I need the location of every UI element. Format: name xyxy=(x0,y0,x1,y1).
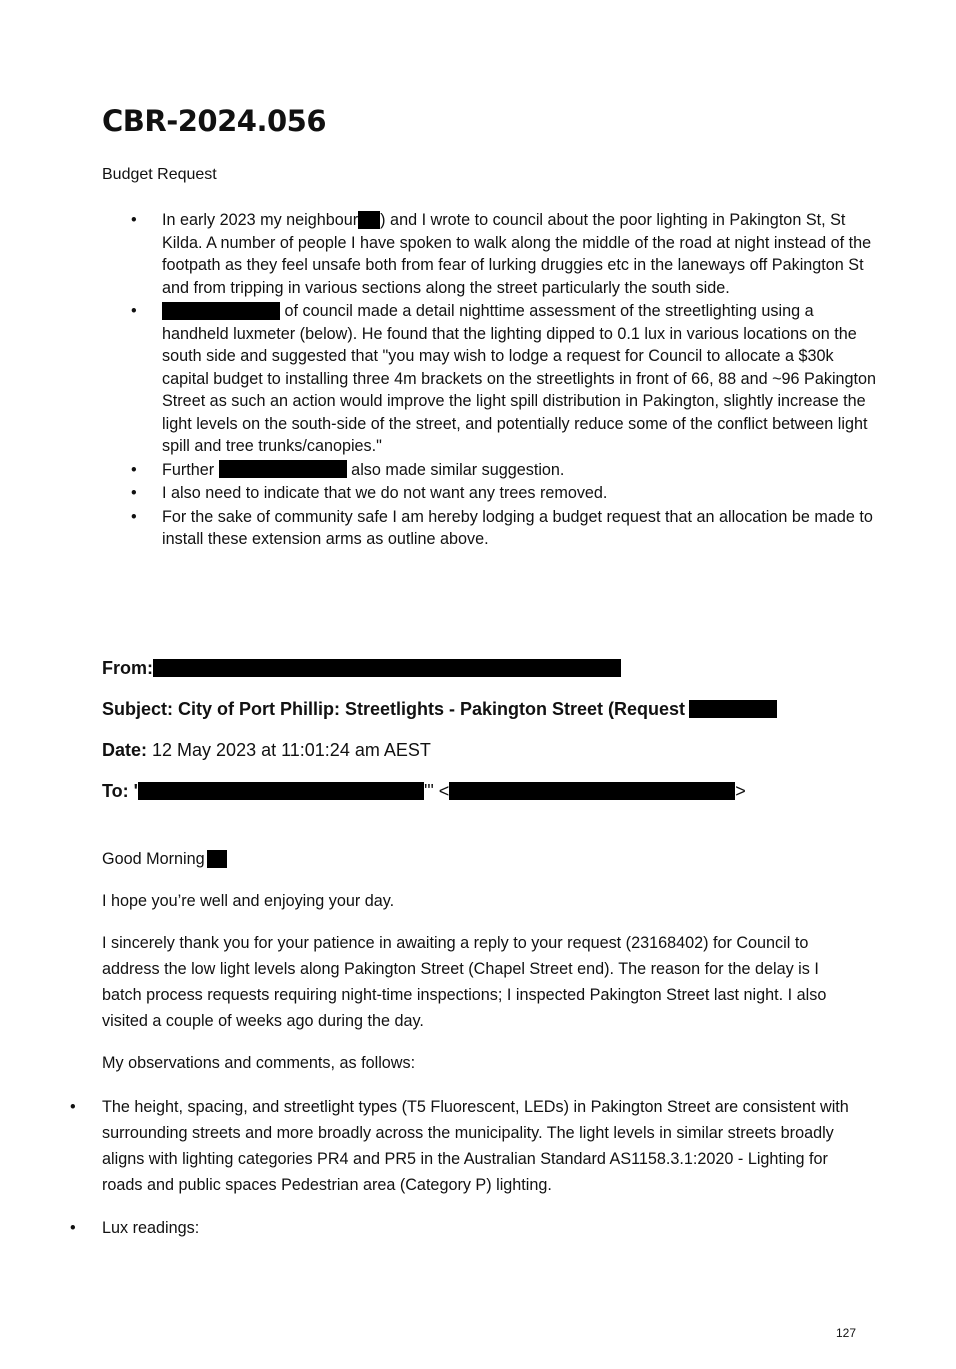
list-item xyxy=(102,506,882,551)
bullet-icon: • xyxy=(70,1219,76,1237)
paragraph: I sincerely thank you for your patience in awaiting a reply to your request (23168402) for Council to address the low light levels along Pakington Street (Chapel Street end). The reason for the delay is I batch process requests requiring night-time inspections; I inspected Pakington Street last night. I also visited a couple of weeks ago during the day. xyxy=(102,934,827,1030)
list-item xyxy=(60,1215,860,1241)
list-item xyxy=(102,209,882,299)
bullet-text-start: In early 2023 my neighbour xyxy=(162,211,359,229)
observations-list xyxy=(60,1094,860,1198)
to-separator: '" < xyxy=(423,781,450,801)
to-label: To: ' xyxy=(102,781,138,801)
bullet-icon: • xyxy=(131,211,137,229)
date-label: Date: xyxy=(102,740,148,760)
subject-label: Subject: City of Port Phillip: Streetlights - Pakington Street (Request xyxy=(102,699,686,719)
document-subtitle: Budget Request xyxy=(102,166,217,183)
email-date-line xyxy=(102,740,431,761)
bullet-icon: • xyxy=(131,484,137,502)
redaction-block xyxy=(138,782,424,800)
document-title: CBR-2024.056 xyxy=(102,104,327,138)
bullet-text: I also need to indicate that we do not want any trees removed. xyxy=(162,484,608,502)
bullet-text-end: ) and I wrote to council about the poor lighting in Pakington St, St Kilda. A number of people I have spoken to walk along the middle of the road at night instead of the footpath as they feel unsafe both from fear of lurking druggies etc in the laneways off Pakington St and from tripping in various sections along the street particularly the south side. xyxy=(162,211,872,297)
greeting xyxy=(102,846,862,872)
bullet-text: For the sake of community safe I am hereby lodging a budget request that an allocation be made to install these extension arms as outline above. xyxy=(162,507,873,548)
redaction-block xyxy=(219,460,347,478)
bullet-icon: • xyxy=(131,507,137,526)
request-bullet-list xyxy=(102,209,882,551)
list-item xyxy=(102,459,882,482)
redaction-block xyxy=(358,211,380,229)
bullet-icon: • xyxy=(131,302,137,320)
bullet-text-start: Further xyxy=(162,460,219,479)
from-label: From: xyxy=(102,658,153,678)
observations-list xyxy=(60,1215,860,1241)
page-number: 127 xyxy=(836,1326,857,1340)
redaction-block xyxy=(449,782,735,800)
bullet-text-end: of council made a detail nighttime assessment of the streetlighting using a handheld luxmeter (below). He found that the lighting dipped to 0.1 lux in various locations on the south side and suggested that "you may wish to lodge a request for Council to allocate a $30k capital budget to installing three 4m brackets on the streetlights in front of 66, 88 and ~96 Pakington Street as such an action would improve the light spill distribution in Pakington, slightly increase the light levels on the south-side of the street, and potentially reduce some of the conflict between light spill and tree trunks/canopies." xyxy=(162,302,877,455)
bullet-text: The height, spacing, and streetlight types (T5 Fluorescent, LEDs) in Pakington Street are consistent with surrounding streets and more broadly across the municipality. The light levels in similar streets broadly aligns with lighting categories PR4 and PR5 in the Australian Standard AS1158.3.1:2020 - Lighting for roads and public spaces Pedestrian area (Category P) lighting. xyxy=(102,1098,849,1194)
list-item xyxy=(60,1094,860,1198)
date-value: 12 May 2023 at 11:01:24 am AEST xyxy=(147,740,431,760)
email-from-line xyxy=(102,658,621,679)
to-end: > xyxy=(735,781,746,801)
bullet-icon: • xyxy=(70,1098,76,1116)
bullet-text: Lux readings: xyxy=(102,1219,200,1237)
redaction-block xyxy=(207,850,227,868)
email-subject-line xyxy=(102,699,777,720)
redaction-block xyxy=(162,302,280,320)
paragraph: I hope you’re well and enjoying your day. xyxy=(102,892,395,910)
bullet-text-end: also made similar suggestion. xyxy=(346,460,565,479)
bullet-icon: • xyxy=(131,460,137,479)
greeting-text: Good Morning xyxy=(102,850,205,868)
paragraph: My observations and comments, as follows: xyxy=(102,1054,416,1072)
redaction-block xyxy=(689,700,777,718)
list-item xyxy=(102,300,882,458)
list-item xyxy=(102,482,882,505)
redaction-block xyxy=(153,659,621,677)
email-to-line xyxy=(102,781,746,802)
